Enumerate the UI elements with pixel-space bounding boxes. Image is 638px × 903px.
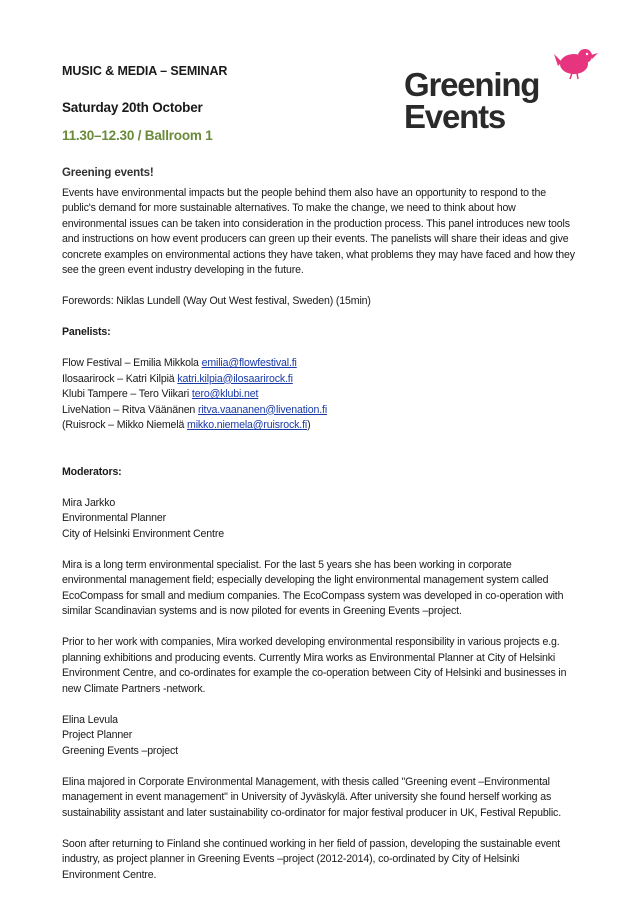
email-link[interactable]: emilia@flowfestival.fi (201, 357, 297, 369)
intro-title: Greening events! (62, 167, 154, 179)
intro-line: Events have environmental impacts but the people behind them also have an opportunity to respond to the (62, 186, 546, 199)
intro-line: see the green event industry developing in the future. (62, 264, 304, 276)
intro-line: concrete examples on environmental actions they have taken, what problems they may have faced and how they (62, 248, 575, 261)
logo-text-events: Events (404, 98, 506, 135)
moderator-org: Greening Events –project (62, 744, 178, 757)
panelist-row: Klubi Tampere – Tero Viikari tero@klubi.net (62, 388, 259, 400)
moderator-org: City of Helsinki Environment Centre (62, 527, 224, 540)
intro-line: and instructions on how event producers can green up their events. The panelists will share their ideas and give (62, 233, 569, 245)
email-link[interactable]: katri.kilpia@ilosaarirock.fi (177, 372, 293, 385)
greening-events-logo (404, 44, 609, 134)
bio-line: industry, as project planner in Greening Events –project (2012-2014), co-ordinated by City of Helsinki (62, 853, 520, 865)
panelist-row: Ilosaarirock – Katri Kilpiä katri.kilpia@ilosaarirock.fi (62, 372, 293, 385)
seminar-date: Saturday 20th October (62, 100, 203, 115)
moderator-role: Project Planner (62, 729, 133, 741)
bio-line: Elina majored in Corporate Environmental Management, with thesis called "Greening event –Environmental (62, 775, 550, 788)
bio-line: Prior to her work with companies, Mira worked developing environmental responsibility in various projects e.g. (62, 636, 560, 648)
email-link[interactable]: mikko.niemela@ruisrock.fi (187, 419, 308, 431)
bio-line: planning exhibitions and producing events. Currently Mira works as Environmental Planner at City of Helsinki (62, 651, 556, 664)
bird-icon (554, 44, 604, 80)
seminar-title: MUSIC & MEDIA – SEMINAR (62, 64, 228, 78)
bio-line: similar Scandinavian systems and is now piloted for events in Greening Events –project. (62, 605, 462, 617)
moderator-name: Mira Jarkko (62, 496, 116, 509)
forewords: Forewords: Niklas Lundell (Way Out West festival, Sweden) (15min) (62, 295, 371, 307)
panelist-row: LiveNation – Ritva Väänänen ritva.vaananen@livenation.fi (62, 403, 328, 416)
bio-line: new Climate Partners -network. (62, 682, 206, 695)
bio-line: Mira is a long term environmental specialist. For the last 5 years she has been working in corporate (62, 558, 512, 571)
panelist-row: (Ruisrock – Mikko Niemelä mikko.niemela@ruisrock.fi) (62, 419, 311, 431)
intro-line: environmental issues can be taken into consideration in the production process. This panel introduces new tools (62, 217, 570, 230)
logo-text-greening: Greening (404, 66, 540, 103)
bio-line: Environment Centre. (62, 868, 157, 881)
bio-line: management in event management" in University of Jyväskylä. After university she found herself working as (62, 791, 552, 803)
bio-line: Soon after returning to Finland she continued working in her field of passion, developing the sustainable event (62, 837, 561, 850)
document-body (62, 166, 602, 883)
bio-line: Environment Centre, and co-ordinates for example the co-operation between City of Helsinki and businesses in (62, 667, 567, 679)
moderators-title: Moderators: (62, 465, 122, 478)
bio-line: sustainability assistant and later sustainability co-ordinator for major festival producer in UK, Festival Republic. (62, 806, 561, 819)
moderator-role: Environmental Planner (62, 512, 167, 524)
bio-line: environmental management field; especially developing the light environmental management system called (62, 574, 549, 586)
panelists-title: Panelists: (62, 326, 111, 338)
email-link[interactable]: ritva.vaananen@livenation.fi (197, 403, 328, 416)
email-link[interactable]: tero@klubi.net (191, 388, 259, 400)
bio-line: EcoCompass for small and medium companies. The EcoCompass system was developed in co-operation with (62, 589, 564, 602)
panelist-row: Flow Festival – Emilia Mikkola emilia@flowfestival.fi (62, 357, 297, 369)
intro-line: public's demand for more sustainable alternatives. To make the change, we need to think about how (62, 202, 516, 214)
seminar-time-place: 11.30–12.30 / Ballroom 1 (62, 128, 213, 143)
moderator-name: Elina Levula (62, 713, 118, 726)
